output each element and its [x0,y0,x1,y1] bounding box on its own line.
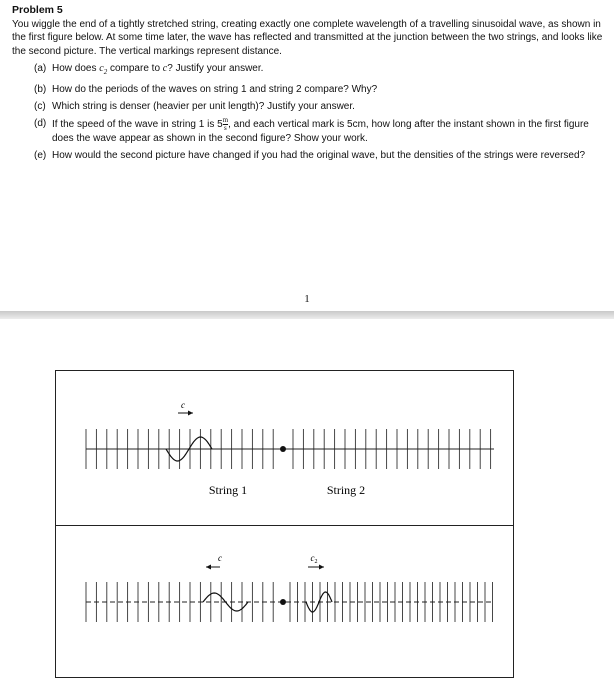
question-text: How does [52,63,100,75]
arrow-right-icon [319,565,324,570]
question-text: How do the periods of the waves on string 1 and string 2 compare? Why? [52,84,378,96]
problem-title: Problem 5 [12,4,63,16]
math-fraction: $\frac{m}{s}$ [222,116,229,133]
reflected-velocity-label: c [218,553,222,563]
junction-dot [280,446,286,452]
question-label: (a) [34,63,47,75]
string1-label: String 1 [208,483,248,497]
question-e [34,149,604,163]
question-text: ? Justify your answer. [167,63,264,75]
math-c: c [162,63,168,75]
question-b [34,83,604,97]
figure-panel-later [56,525,513,677]
question-text: , and each vertical mark is 5cm, how long after the instant shown in the first figure does the wave appear as shown in the second figure? Show your work. [52,119,589,145]
problem-block [12,4,604,166]
question-list [34,62,604,163]
figure-panel-initial [56,371,513,526]
question-label: (b) [34,84,47,96]
math-c2: $c_2$ [99,63,108,77]
question-text: If the speed of the wave in string 1 is 5 [52,119,223,131]
arrow-left-icon [206,565,211,570]
figure [55,370,514,678]
panel1-drawing [56,371,515,525]
question-a [34,62,604,80]
question-text: Which string is denser (heavier per unit length)? Justify your answer. [52,101,355,113]
arrow-right-icon [188,411,193,416]
string2-label: String 2 [326,483,366,497]
problem-intro: You wiggle the end of a tightly stretched string, creating exactly one complete wavelength of a travelling sinusoidal wave, as shown in the first figure below. At some time later, the wave has reflected and transmitted at the junction between the two strings, and looks like the second picture. The vertical markings represent distance. [12,18,603,57]
question-c [34,100,604,114]
junction-dot [280,599,286,605]
question-label: (c) [34,101,46,113]
page-number: 1 [304,293,310,305]
velocity-label-c: c [181,400,185,410]
question-text: How would the second picture have changed if you had the original wave, but the densities of the strings were reversed? [52,150,586,162]
question-label: (d) [34,118,47,130]
transmitted-velocity-label: $c_2$ [310,553,318,565]
question-d [34,117,604,146]
panel2-drawing [56,525,515,677]
question-text: compare to [107,63,163,75]
question-label: (e) [34,150,47,162]
page-separator [0,311,614,319]
